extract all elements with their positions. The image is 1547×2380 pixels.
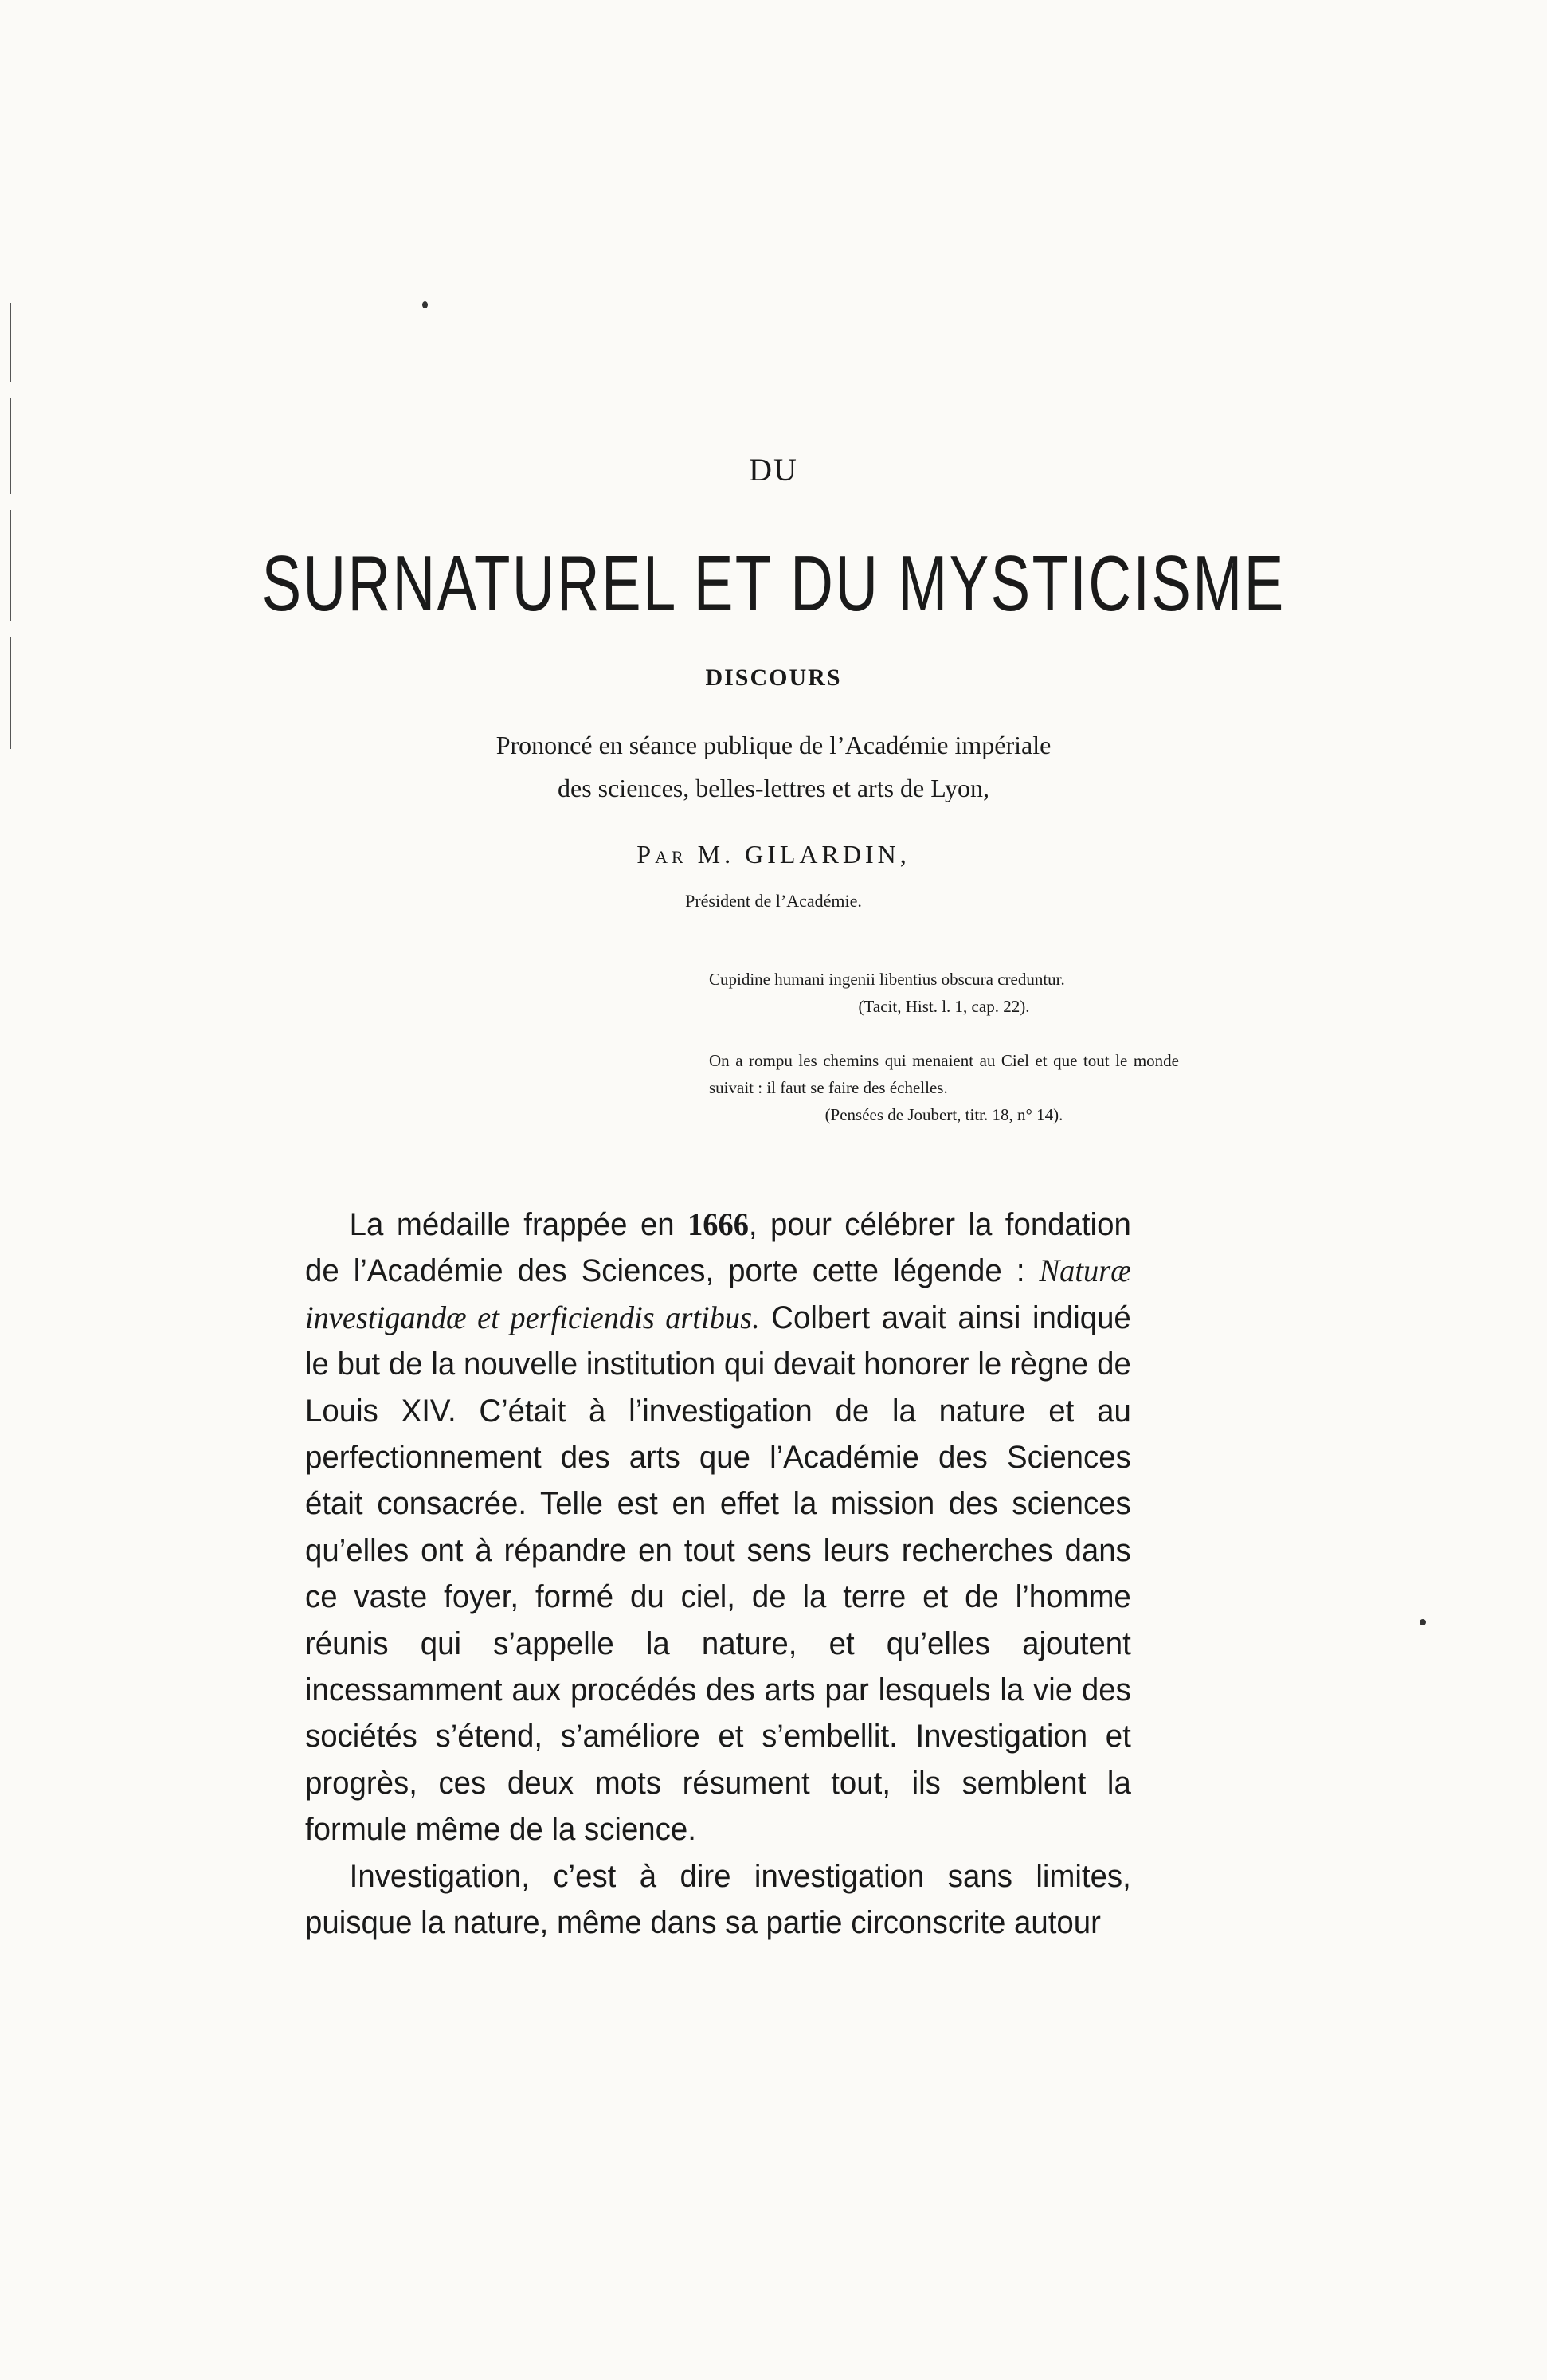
epigraph-text: On a rompu les chemins qui menaient au Ciel et que tout le monde suivait : il faut se faire des échelles. — [709, 1051, 1179, 1097]
margin-mark — [10, 510, 11, 621]
author-role: Président de l’Académie. — [685, 891, 862, 911]
subtitle: DISCOURS — [705, 665, 842, 691]
page-title: SURNATUREL ET DU MYSTICISME — [261, 539, 1286, 627]
body-text — [305, 1202, 1131, 1947]
paragraph: Investigation, c’est à dire investigation sans limites, puisque la nature, même dans sa partie circonscrite autour — [305, 1858, 1131, 1941]
text-run: Colbert avait ainsi indiqué le but de la nouvelle institution qui devait honorer le règne de Louis XIV. C’était à l’investigation de la nature et au perfectionnement des arts que l’Académie des Sciences était consacrée. Telle est en effet la mission des sciences qu’elles ont à répandre en tout sens leurs recherches dans ce vaste foyer, formé du ciel, de la terre et de l’homme réunis qui s’appelle la nature, et qu’elles ajoutent incessamment aux procédés des arts par lesquels la vie des sociétés s’étend, s’améliore et s’embellit. Investigation et progrès, ces deux mots résument tout, ils semblent la formule même de la science. — [305, 1300, 1131, 1848]
text-run: , pour célébrer la fondation de l’Académie des Sciences, porte cette légende : — [305, 1207, 1131, 1289]
epigraph — [709, 1047, 1179, 1128]
epigraph-citation: (Pensées de Joubert, titr. 18, n° 14). — [824, 1105, 1063, 1124]
text-run: La médaille frappée en — [349, 1207, 688, 1242]
epigraph — [709, 966, 1179, 1020]
occasion-line-1: Prononcé en séance publique de l’Académie impériale — [495, 731, 1052, 759]
occasion-line-2: des sciences, belles-lettres et arts de Lyon, — [557, 774, 990, 802]
occasion-text — [0, 723, 1547, 810]
author-prefix: Par — [636, 840, 687, 868]
epigraph-text: Cupidine humani ingenii libentius obscura creduntur. — [709, 970, 1065, 989]
paragraph — [305, 1202, 1131, 1853]
year: 1666 — [687, 1206, 749, 1242]
margin-mark — [10, 303, 11, 382]
latin-motto: Naturæ investigandæ et perficiendis artibus. — [305, 1253, 1131, 1335]
title-kicker: DU — [749, 452, 798, 488]
ink-speck — [1420, 1619, 1426, 1625]
author-line — [0, 840, 1547, 869]
author-name: M. GILARDIN, — [697, 840, 911, 868]
ink-speck — [422, 301, 428, 308]
epigraph-citation: (Tacit, Hist. l. 1, cap. 22). — [858, 997, 1030, 1016]
